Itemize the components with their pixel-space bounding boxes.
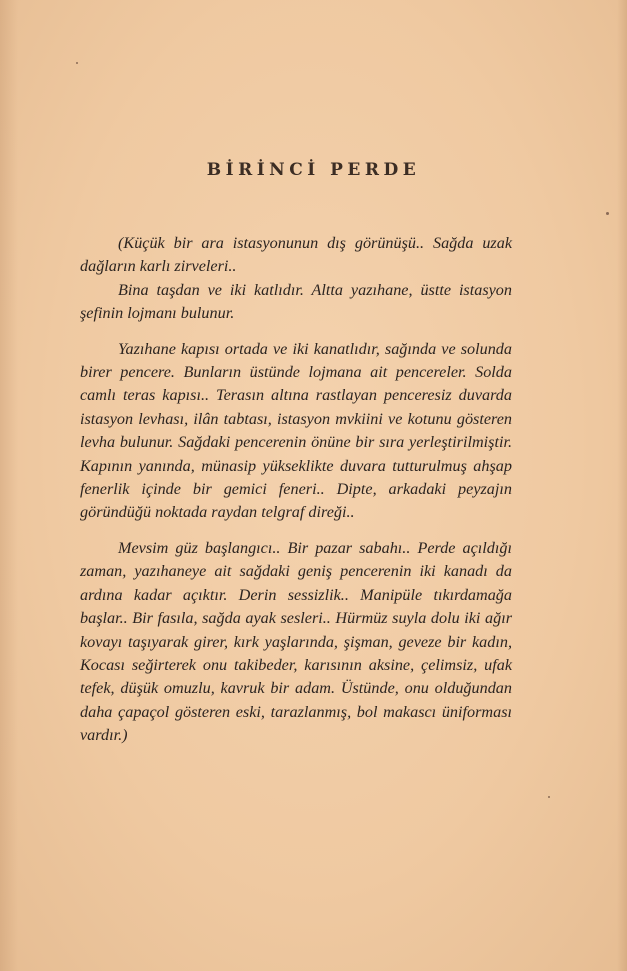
paragraph-1: (Küçük bir ara istasyonunun dış görünüşü.. Sağda uzak dağların karlı zirveleri.. — [80, 234, 512, 276]
act-title: BİRİNCİ PERDE — [206, 160, 421, 180]
paragraph-3: Yazıhane kapısı ortada ve iki kanatlıdır, sağında ve solunda birer pencere. Bunların üstünde lojmana ait pencereler. Solda camlı teras kapısı.. Terasın altına rastlayan penceresiz duvarda istasyon levhası, ilân tabtası, istasyon mvkiini ve kotunu gösteren levha bulunur. Sağdaki pencerenin önüne bir sıra yerleştirilmiştir. Kapının yanında, münasip yükseklikte duvara tutturulmuş ahşap fenerlik içinde bir gemici feneri.. Dipte, arkadaki peyzajın göründüğü noktada raydan telgraf direği.. — [80, 339, 512, 522]
paper-speck — [548, 796, 550, 798]
page-edge-shadow — [617, 0, 627, 971]
paper-speck — [606, 212, 609, 215]
paragraph-4: Mevsim güz başlangıcı.. Bir pazar sabahı.. Perde açıldığı zaman, yazıhaneye ait sağdaki geniş pencerenin iki kanadı da ardına kadar açıktır. Derin sessizlik.. Manipüle tıkırdamağa başlar.. Bir fasıla, sağda ayak sesleri.. Hürmüz suyla dolu iki ağır kovayı taşıyarak girer, kırk yaşlarında, şişman, geveze bir kadın, Kocası seğirterek onu takibeder, karısının aksine, çelimsiz, ufak tefek, düşük omuzlu, kavruk bir adam. Üstünde, onu olduğundan daha çapaçol gösteren eski, tarazlanmış, bol makascı üniforması vardır.) — [80, 538, 512, 745]
paragraph-2: Bina taşdan ve iki katlıdır. Altta yazıhane, üstte istasyon şefinin lojmanı bulunur. — [80, 280, 512, 323]
paper-speck — [76, 62, 78, 64]
stage-directions — [80, 232, 512, 748]
page-gutter-shadow — [0, 0, 18, 971]
